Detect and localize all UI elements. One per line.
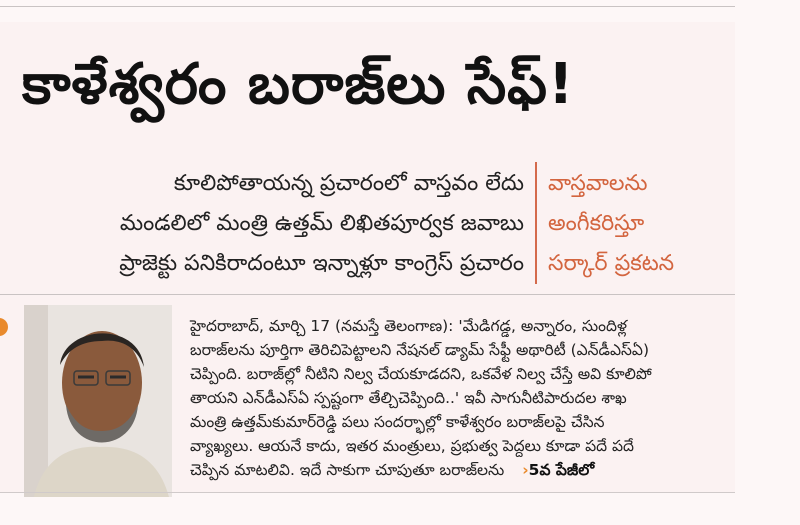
body-line-7: చెప్పిన మాటలివి. ఇదే సాకుగా చూపుతూ బరాజ్‌లను xyxy=(190,461,505,479)
top-rule xyxy=(0,6,735,7)
body-line-6: వ్యాఖ్యలు. ఆయనే కాదు, ఇతర మంత్రులు, ప్రభుత్వ పెద్దలు కూడా పదే పదే xyxy=(190,437,634,455)
side-heading-line-3: సర్కార్ ప్రకటన xyxy=(548,251,675,276)
body-line-2: బరాజ్‌లను పూర్తిగా తెరిచిపెట్టాలని నేషనల్ డ్యామ్ సేఫ్టీ అథారిటీ (ఎన్‌డీఎస్‌ఏ) xyxy=(190,341,649,359)
continuation-text: 5వ పేజీలో xyxy=(528,461,595,479)
body-line-4: తాయని ఎన్‌డీఎస్‌ఏ స్పష్టంగా తేల్చిచెప్పింది..' ఇవీ సాగునీటిపారుదల శాఖ xyxy=(190,389,627,407)
body-line-3: చెప్పింది. బరాజ్‌ల్లో నీటిని నిల్వ చేయకూడదని, ఒకవేళ నిల్వ చేస్తే అవి కూలిపో xyxy=(190,365,652,383)
side-heading xyxy=(548,164,728,284)
subheadline-1: కూలిపోతాయన్న ప్రచారంలో వాస్తవం లేదు xyxy=(173,171,524,196)
headline: కాళేశ్వరం బరాజ్‌లు సేఫ్! xyxy=(22,52,575,117)
section-divider xyxy=(0,294,735,295)
orange-bullet-icon xyxy=(0,318,8,336)
subheadline-2: మండలిలో మంత్రి ఉత్తమ్ లిఖితపూర్వక జవాబు xyxy=(119,211,524,236)
side-heading-line-2: అంగీకరిస్తూ xyxy=(548,211,645,236)
subheadline-3: ప్రాజెక్టు పనికిరాదంటూ ఇన్నాళ్లూ కాంగ్రెస్ ప్రచారం xyxy=(119,251,524,276)
continuation-link[interactable] xyxy=(522,461,594,479)
portrait-illustration xyxy=(24,305,172,497)
subheadline-block xyxy=(62,164,524,284)
article-body xyxy=(190,314,720,482)
body-line-7-wrap xyxy=(190,458,720,482)
body-line-1: హైదరాబాద్, మార్చి 17 (నమస్తే తెలంగాణ): 'మేడిగడ్డ, అన్నారం, సుందిళ్ల xyxy=(190,317,627,335)
body-line-5: మంత్రి ఉత్తమ్‌కుమార్‌రెడ్డి పలు సందర్భాల్లో కాళేశ్వరం బరాజ్‌లపై చేసిన xyxy=(190,413,605,431)
bottom-rule xyxy=(0,492,735,493)
news-article xyxy=(0,22,735,492)
side-heading-line-1: వాస్తవాలను xyxy=(548,171,648,196)
vertical-divider xyxy=(535,162,537,284)
continue-arrow-icon: › xyxy=(522,461,529,479)
minister-photo xyxy=(24,305,172,497)
